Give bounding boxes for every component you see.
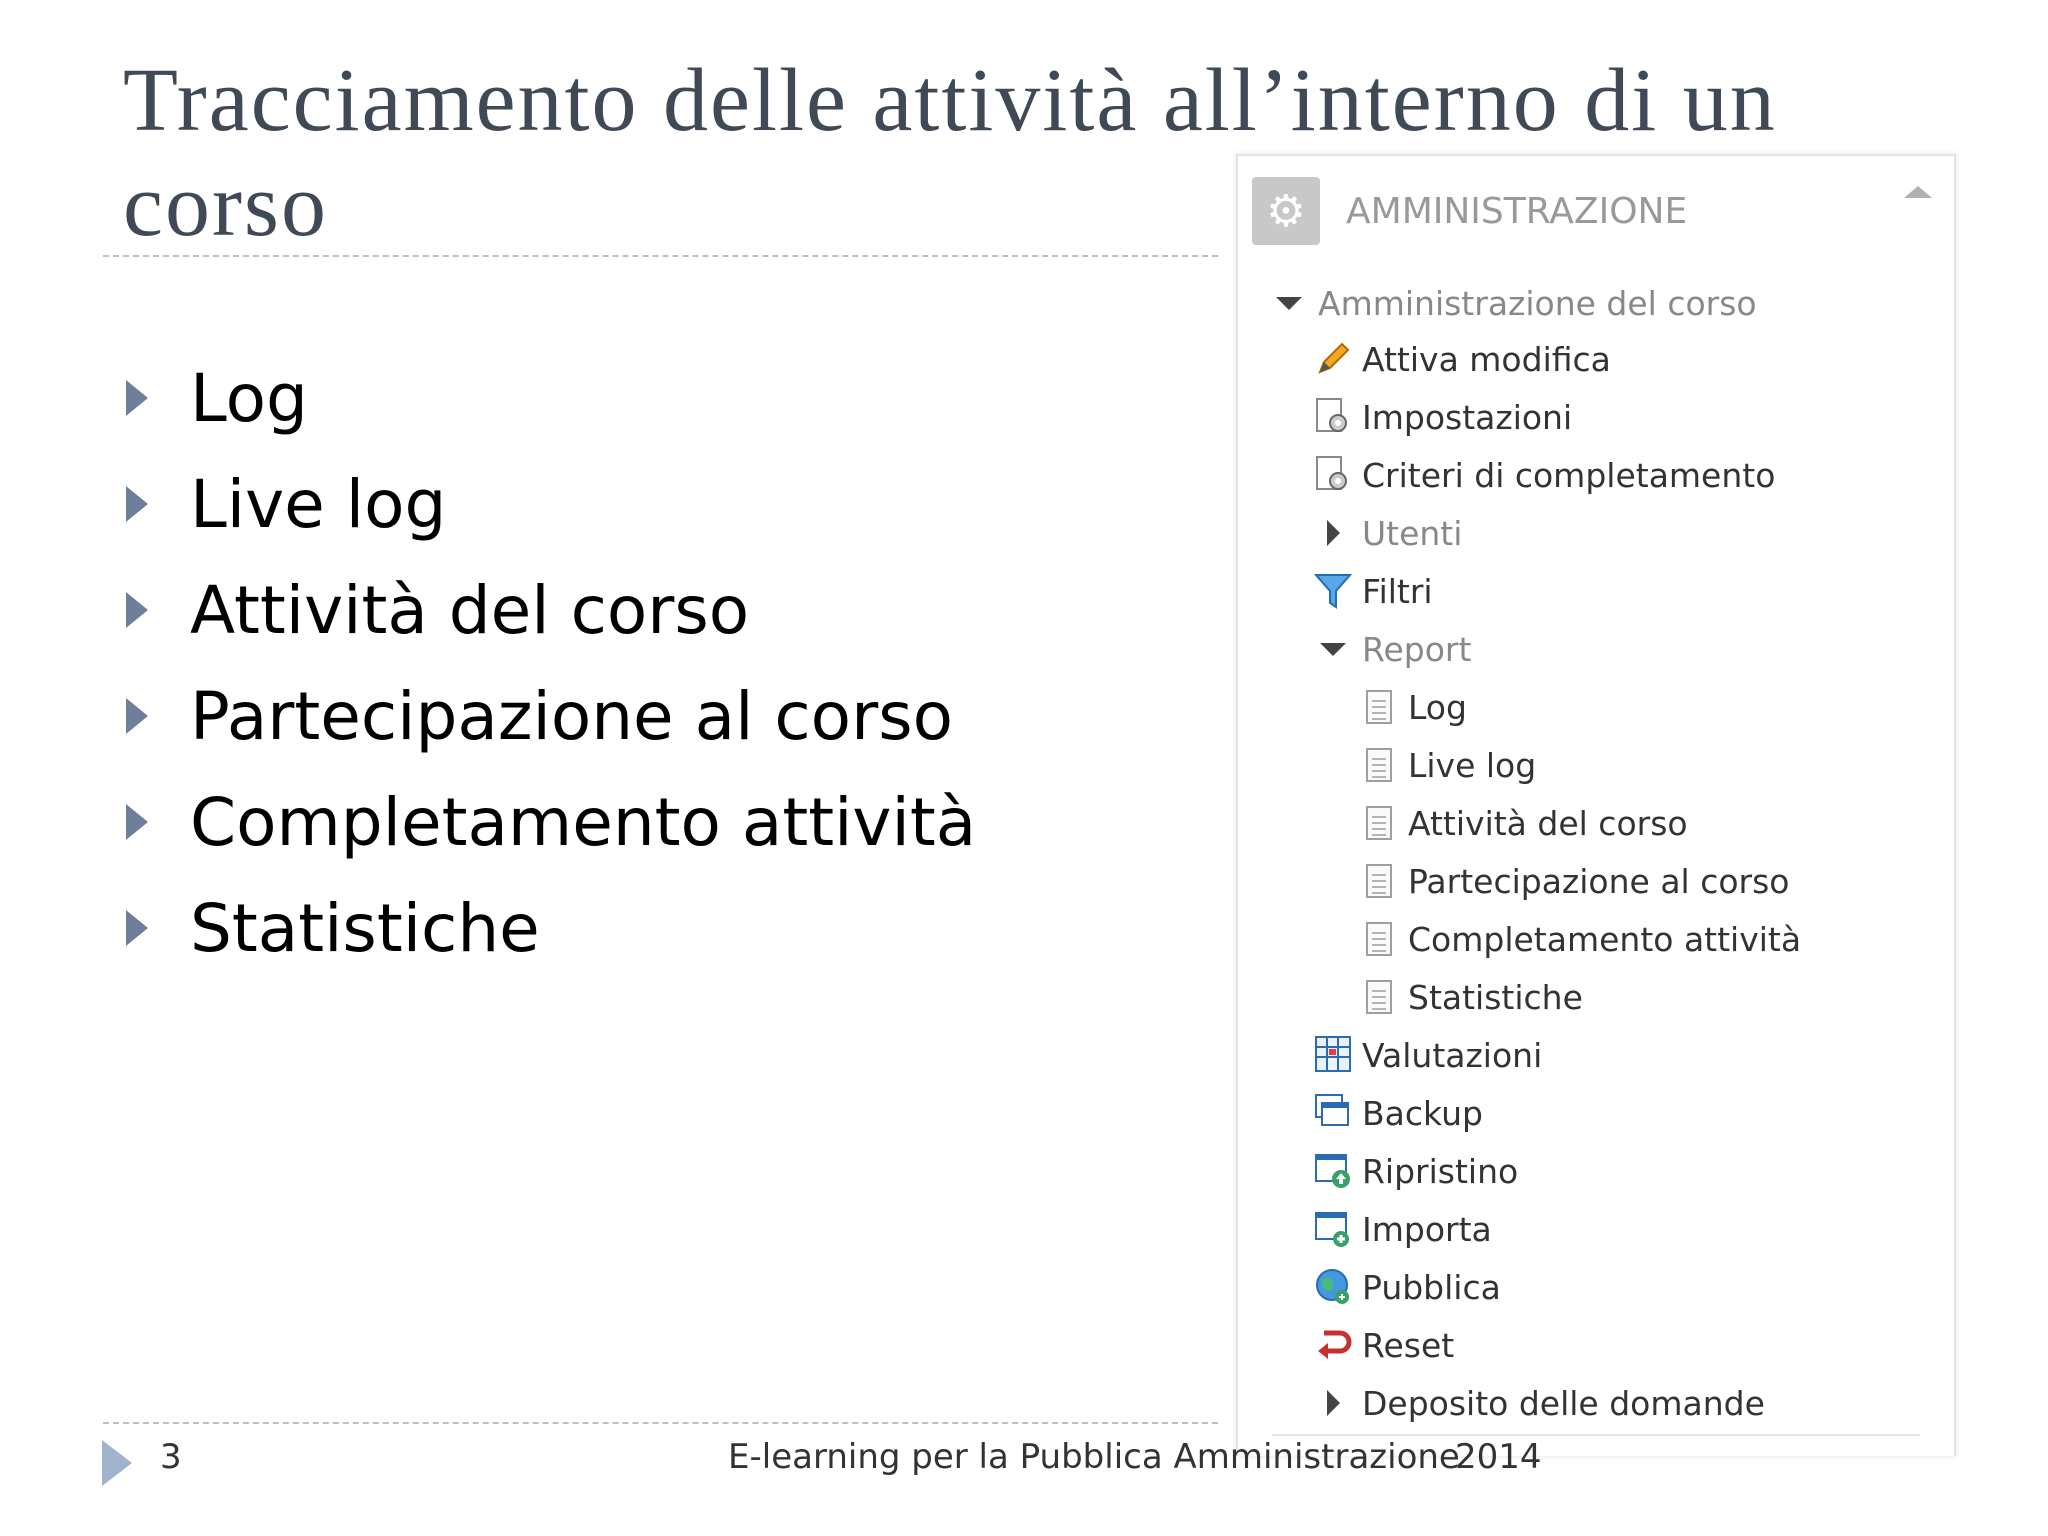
triangle-bullet-icon	[126, 804, 148, 840]
footer-year: 2014	[1455, 1437, 1542, 1477]
tree-item-report-completamento[interactable]: Completamento attività	[1360, 912, 1801, 966]
import-icon	[1314, 1207, 1352, 1251]
slide-title: Tracciamento delle attività all’interno di un corso	[123, 51, 1777, 255]
expand-down-icon	[1270, 281, 1308, 325]
tree-item-valutazioni[interactable]: Valutazioni	[1314, 1028, 1542, 1082]
footer-triangle-icon	[102, 1440, 132, 1486]
reset-icon	[1314, 1323, 1352, 1367]
tree-item-report-partecipazione[interactable]: Partecipazione al corso	[1360, 854, 1789, 908]
grades-icon	[1314, 1033, 1352, 1077]
triangle-bullet-icon	[126, 698, 148, 734]
pencil-icon	[1314, 337, 1352, 381]
admin-block-title: AMMINISTRAZIONE	[1346, 190, 1688, 232]
bullet-item: Live log	[120, 451, 976, 557]
report-doc-icon	[1360, 859, 1398, 903]
tree-item-filtri[interactable]: Filtri	[1314, 564, 1433, 618]
tree-item-deposito-domande[interactable]: Deposito delle domande	[1314, 1376, 1765, 1430]
tree-item-report-log[interactable]: Log	[1360, 680, 1467, 734]
backup-icon	[1314, 1091, 1352, 1135]
expand-down-icon	[1314, 627, 1352, 671]
footer-title: E-learning per la Pubblica Amministrazione	[728, 1437, 1460, 1477]
triangle-bullet-icon	[126, 380, 148, 416]
funnel-icon	[1314, 569, 1352, 613]
tree-item-impostazioni[interactable]: Impostazioni	[1314, 390, 1572, 444]
settings-doc-icon	[1314, 395, 1352, 439]
restore-icon	[1314, 1149, 1352, 1193]
tree-item-report-live-log[interactable]: Live log	[1360, 738, 1536, 792]
gears-icon: ⚙	[1252, 177, 1320, 245]
title-divider	[103, 255, 1218, 257]
tree-item-importa[interactable]: Importa	[1314, 1202, 1492, 1256]
report-doc-icon	[1360, 801, 1398, 845]
tree-item-attiva-modifica[interactable]: Attiva modifica	[1314, 332, 1611, 386]
tree-section-course-admin[interactable]: Amministrazione del corso	[1270, 276, 1757, 330]
tree-item-ripristino[interactable]: Ripristino	[1314, 1144, 1518, 1198]
triangle-bullet-icon	[126, 486, 148, 522]
tree-item-report-statistiche[interactable]: Statistiche	[1360, 970, 1583, 1024]
expand-right-icon	[1314, 511, 1352, 555]
page-number: 3	[160, 1437, 182, 1477]
triangle-bullet-icon	[126, 910, 148, 946]
bullet-item: Statistiche	[120, 875, 976, 981]
bullet-item: Partecipazione al corso	[120, 663, 976, 769]
panel-bottom-divider	[1272, 1434, 1920, 1436]
expand-right-icon	[1314, 1381, 1352, 1425]
admin-block-header	[1252, 176, 1932, 246]
footer-divider	[103, 1422, 1218, 1424]
tree-item-report[interactable]: Report	[1314, 622, 1471, 676]
report-doc-icon	[1360, 975, 1398, 1019]
bullet-item: Attività del corso	[120, 557, 976, 663]
admin-block	[1236, 154, 1956, 1456]
bullet-item: Completamento attività	[120, 769, 976, 875]
collapse-arrow-icon[interactable]	[1904, 186, 1932, 198]
tree-item-pubblica[interactable]: Pubblica	[1314, 1260, 1501, 1314]
tree-item-criteri[interactable]: Criteri di completamento	[1314, 448, 1775, 502]
report-doc-icon	[1360, 685, 1398, 729]
tree-item-backup[interactable]: Backup	[1314, 1086, 1483, 1140]
settings-doc-icon	[1314, 453, 1352, 497]
bullet-item: Log	[120, 345, 976, 451]
triangle-bullet-icon	[126, 592, 148, 628]
tree-item-reset[interactable]: Reset	[1314, 1318, 1454, 1372]
report-doc-icon	[1360, 917, 1398, 961]
report-doc-icon	[1360, 743, 1398, 787]
tree-item-utenti[interactable]: Utenti	[1314, 506, 1462, 560]
globe-icon	[1314, 1265, 1352, 1309]
tree-item-report-attivita[interactable]: Attività del corso	[1360, 796, 1688, 850]
bullet-list	[120, 345, 976, 981]
